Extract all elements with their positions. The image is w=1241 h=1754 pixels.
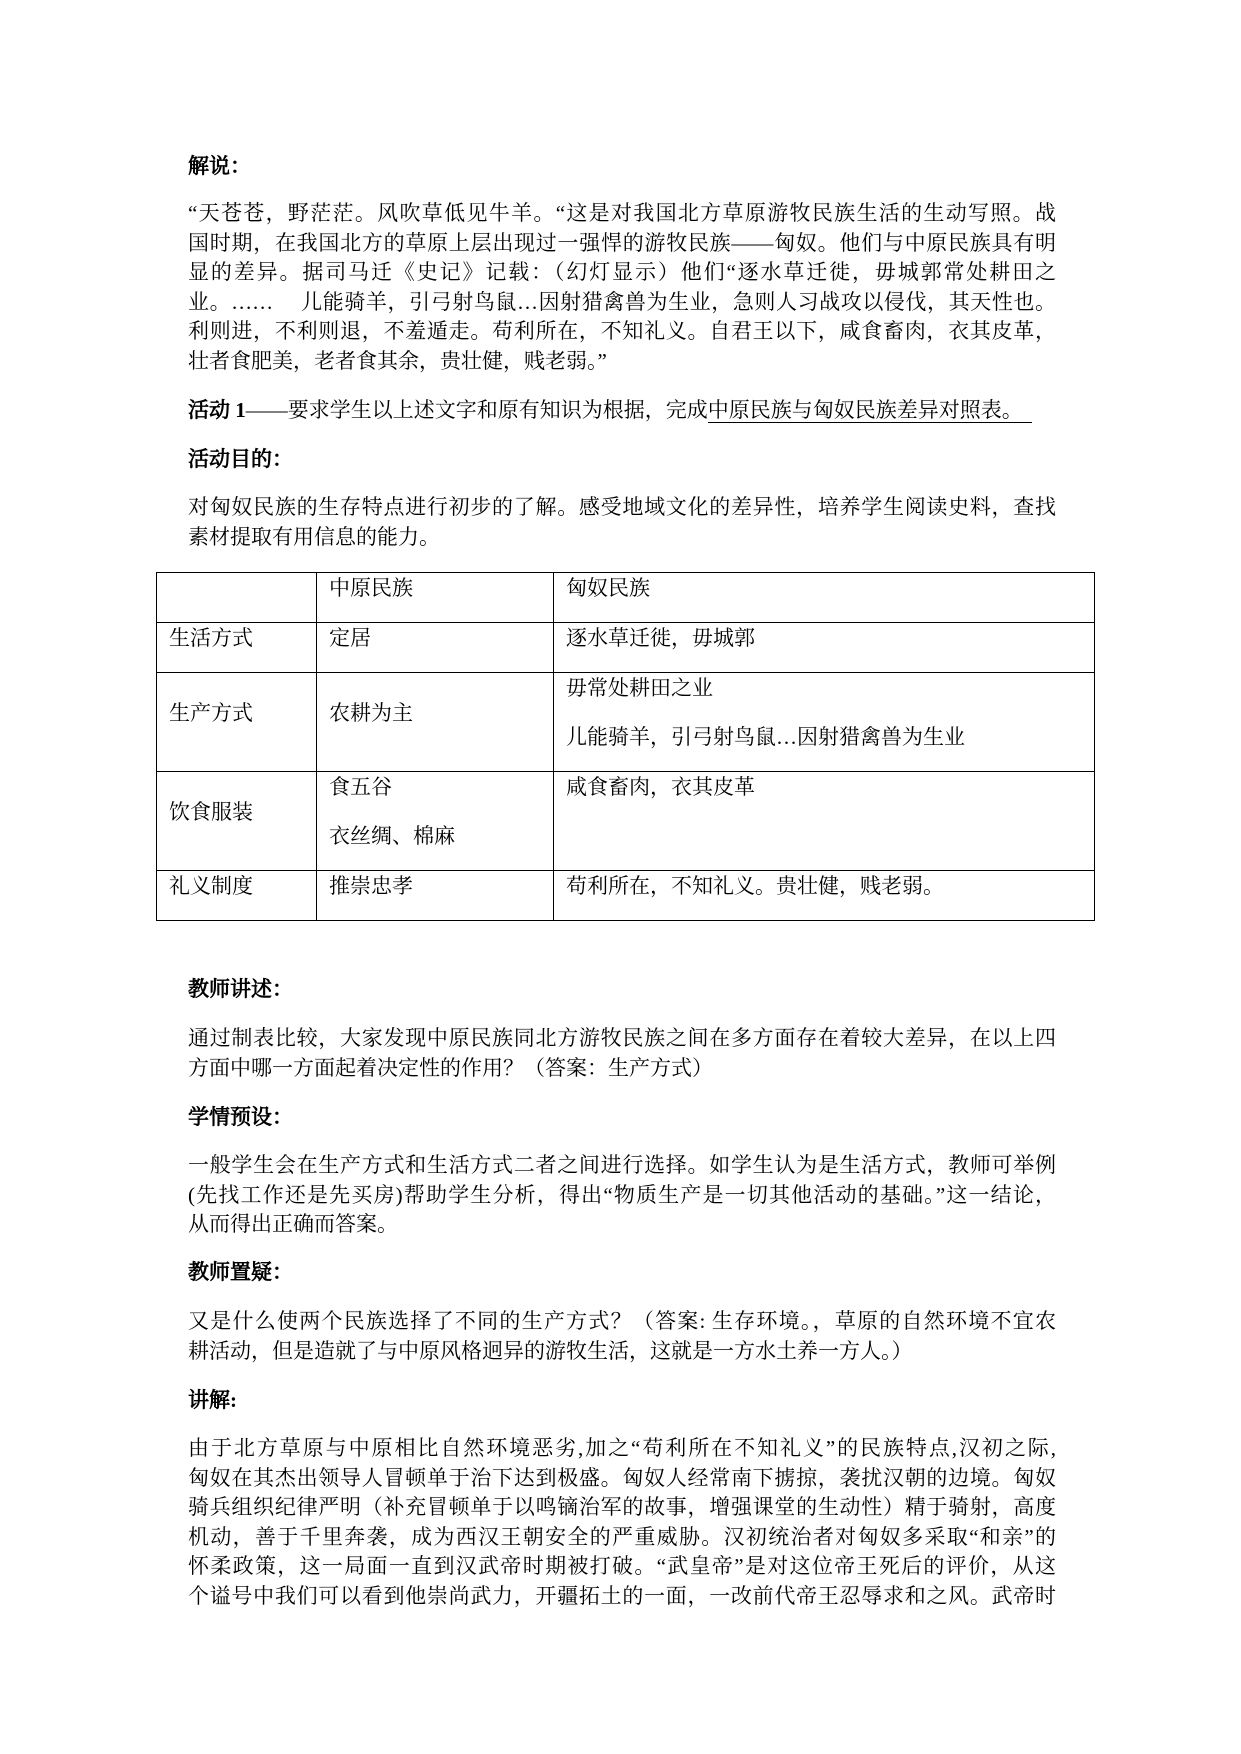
paragraph-line: (先找工作还是先买房)帮助学生分析，得出“物质生产是一切其他活动的基础。”这一结论， [188, 1182, 1056, 1207]
teacher-question-paragraph [188, 1307, 1056, 1366]
paragraph-line: 通过制表比较，大家发现中原民族同北方游牧民族之间在多方面存在着较大差异，在以上四 [188, 1026, 1056, 1050]
student-prediction-paragraph [188, 1151, 1056, 1240]
cell-text: 咸食畜肉，衣其皮革 [566, 775, 755, 799]
header-zhongyuan: 中原民族 [329, 576, 413, 600]
paragraph-line: 业。…… 儿能骑羊，引弓射鸟鼠…因射猎禽兽为生业，急则人习战攻以侵伐，其天性也。 [188, 289, 1056, 314]
table-row-label [157, 623, 317, 673]
comparison-table [156, 572, 1095, 921]
teacher-question-heading: 教师置疑： [188, 1260, 293, 1284]
paragraph-line: 利则进，不利则退，不羞遁走。苟利所在，不知礼义。自君王以下，咸食畜肉，衣其皮革， [188, 319, 1056, 344]
explanation-paragraph [188, 199, 1056, 377]
paragraph-line: 机动，善于千里奔袭，成为西汉王朝安全的严重威胁。汉初统治者对匈奴多采取“和亲”的 [188, 1524, 1056, 1549]
cell-text: 农耕为主 [329, 700, 413, 725]
table-cell [317, 871, 554, 921]
paragraph-line: 耕活动，但是造就了与中原风格迥异的游牧生活，这就是一方水土养一方人。） [188, 1338, 913, 1363]
table-row [157, 673, 1095, 772]
paragraph-line: “天苍苍，野茫茫。风吹草低见牛羊。“这是对我国北方草原游牧民族生活的生动写照。战 [188, 201, 1056, 225]
paragraph-line: 从而得出正确而答案。 [188, 1212, 398, 1237]
lecture-paragraph [188, 1434, 1056, 1612]
paragraph-line: 又是什么使两个民族选择了不同的生产方式？（答案: 生存环境。，草原的自然环境不宜农 [188, 1309, 1056, 1333]
table-cell [554, 871, 1095, 921]
cell-text: 逐水草迁徙，毋城郭 [566, 626, 755, 650]
student-prediction-heading: 学情预设： [188, 1105, 293, 1129]
activity-goal-heading: 活动目的： [188, 447, 293, 471]
aspect-label: 生产方式 [169, 700, 253, 725]
table-header-cell [317, 573, 554, 623]
cell-text: 衣丝绸、棉麻 [329, 824, 455, 848]
table-cell [317, 673, 554, 772]
table-row [157, 871, 1095, 921]
paragraph-line: 由于北方草原与中原相比自然环境恶劣,加之“苟利所在不知礼义”的民族特点,汉初之际, [188, 1436, 1056, 1460]
table-cell [317, 623, 554, 673]
paragraph-line: 壮者食肥美，老者食其余，贵壮健，贱老弱。” [188, 348, 607, 373]
paragraph-line: 方面中哪一方面起着决定性的作用？（答案：生产方式） [188, 1055, 713, 1080]
lecture-heading: 讲解: [188, 1388, 237, 1412]
activity-label: 活动 1 [188, 398, 246, 422]
paragraph-line: 匈奴在其杰出领导人冒顿单于治下达到极盛。匈奴人经常南下掳掠，袭扰汉朝的边境。匈奴 [188, 1465, 1056, 1490]
header-xiongnu: 匈奴民族 [566, 576, 650, 600]
aspect-label: 饮食服装 [169, 799, 253, 824]
paragraph-line: 素材提取有用信息的能力。 [188, 524, 440, 549]
cell-text: 食五谷 [329, 775, 392, 799]
table-header-cell [554, 573, 1095, 623]
activity-goal-paragraph [188, 493, 1056, 552]
cell-text: 苟利所在，不知礼义。贵壮健，贱老弱。 [566, 874, 944, 898]
table-cell [554, 772, 1095, 871]
cell-text: 毋常处耕田之业 [566, 676, 713, 700]
paragraph-line: 怀柔政策，这一局面一直到汉武帝时期被打破。“武皇帝”是对这位帝王死后的评价，从这 [188, 1554, 1056, 1579]
activity-text: ——要求学生以上述文字和原有知识为根据，完成 [245, 398, 708, 422]
explanation-heading: 解说： [188, 154, 251, 178]
paragraph-line: 个谥号中我们可以看到他崇尚武力，开疆拓土的一面，一改前代帝王忍辱求和之风。武帝时 [188, 1583, 1056, 1608]
teacher-narration-paragraph [188, 1024, 1056, 1083]
table-row-label [157, 871, 317, 921]
table-cell [554, 673, 1095, 772]
table-header-row [157, 573, 1095, 623]
cell-text: 定居 [329, 626, 371, 650]
paragraph-line: 国时期，在我国北方的草原上层出现过一强悍的游牧民族——匈奴。他们与中原民族具有明 [188, 230, 1056, 255]
cell-text: 推崇忠孝 [329, 874, 413, 898]
aspect-label: 生活方式 [169, 626, 253, 650]
paragraph-line: 一般学生会在生产方式和生活方式二者之间进行选择。如学生认为是生活方式，教师可举例 [188, 1153, 1056, 1177]
table-row [157, 772, 1095, 871]
teacher-narration-heading: 教师讲述： [188, 977, 293, 1001]
paragraph-line: 对匈奴民族的生存特点进行初步的了解。感受地域文化的差异性，培养学生阅读史料，查找 [188, 495, 1056, 519]
aspect-label: 礼义制度 [169, 874, 253, 898]
cell-text: 儿能骑羊，引弓射鸟鼠…因射猎禽兽为生业 [566, 725, 965, 749]
table-row-label [157, 673, 317, 772]
activity-instruction [188, 396, 1056, 426]
table-cell [554, 623, 1095, 673]
table-corner-cell [157, 573, 317, 623]
paragraph-line: 骑兵组织纪律严明（补充冒顿单于以鸣镝治军的故事，增强课堂的生动性）精于骑射，高度 [188, 1495, 1056, 1520]
table-cell [317, 772, 554, 871]
paragraph-line: 显的差异。据司马迁《史记》记载：（幻灯显示）他们“逐水草迁徙，毋城郭常处耕田之 [188, 260, 1056, 285]
comparison-table-title: 中原民族与匈奴民族差异对照表。 [708, 398, 1032, 423]
table-row [157, 623, 1095, 673]
table-row-label [157, 772, 317, 871]
